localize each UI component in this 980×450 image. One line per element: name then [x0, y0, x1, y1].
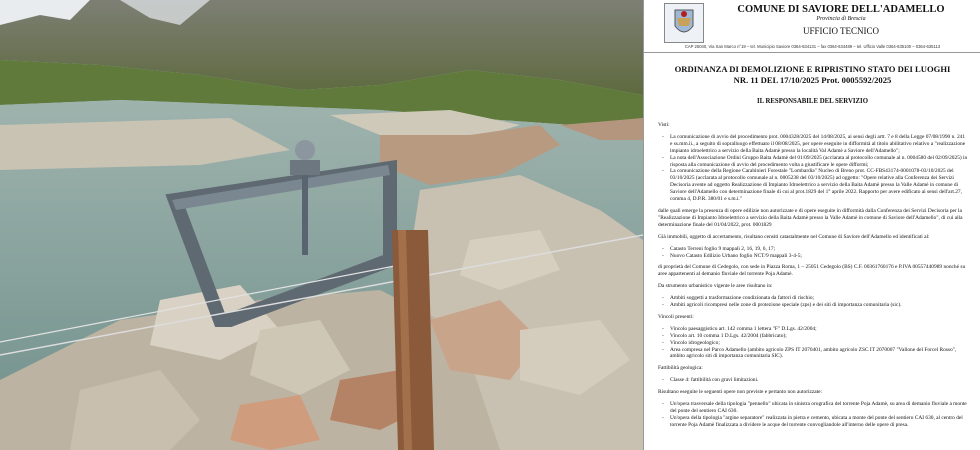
fattibilita-list [658, 377, 968, 384]
list-item: - Un'opera trasversale della tipologia "pennello" ubicata in sinistra orografica del torrente Poja Adamè, su area di demanio fluviale a monte del ponte del sentiero CAI 630. [670, 401, 968, 415]
paragraph: Già immobili, oggetto di accertamento, risultano censiti catastalmente nel Comune di Saviore dell'Adamello ed identificati al: [658, 233, 930, 240]
visti-list [658, 134, 968, 203]
list-item: - Ambiti agricoli ricompresi nelle zone di protezione speciale (zps) e dei siti di importanza comunitaria (sic). [670, 302, 968, 309]
visti-label: Visti: [658, 122, 670, 128]
fattibilita-label: Fattibilità geologica: [658, 365, 703, 372]
list-item: - Vincolo paesaggistico art. 142 comma 1 lettera "F" D.Lgs. 42/2004; [670, 326, 968, 333]
paragraph: di proprietà del Comune di Cedegolo, con sede in Piazza Roma, 1 – 25051 Cedegolo (BS) C.F. 00361760176 e P.IVA 00557440989 nonché su aree appartenenti al demanio fluviale del torrente Poja Adamè. [658, 264, 966, 278]
opere-list [658, 401, 968, 429]
ordinance-number: NR. 11 DEL 17/10/2025 Prot. 0005592/2025 [733, 75, 892, 85]
list-item: - Classe 4: fattibilità con gravi limitazioni. [670, 377, 968, 384]
paragraph: dalle quali emerge la presenza di opere edilizie non autorizzate e di opere eseguite in difformità dalla Conferenza dei Servizi Decisoria per la "Realizzazione di Impianto Idroelettrico a servizio della Baita Adamè presso la Valle Adamè in comune di Saviore dell'Adamello", di cui alla determinazione finale del 01/04/2022, prot. 0001829 [658, 207, 963, 228]
ordinance-document [643, 0, 980, 450]
list-item: - Area compresa nel Parco Adamello (ambito agricolo ZPS IT 2070401, ambito agricolo ZSC IT 2070007 "Vallone del Forcel Rosso", ambito agricolo siti di importanza comunitaria SIC). [670, 347, 968, 361]
list-item: - La comunicazione della Regione Carabinieri Forestale "Lombardia" Nucleo di Breno prot. CC-FBS43174-0001078-03/10/2025 del 03/10/2025 (acclarata al protocollo comunale al n. 0005238 del 03/10/2025) ad oggetto: "Opere relative alla Conferenza dei Servizi Decisoria avente ad oggetto Realizzazione di Impianto Idroelettrico a servizio della Baita Adamè presso la Valle Adamè in comune di Saviore dell'Adamello con determinazione finale di cui al prot.1829 del 1° aprile 2022. Rapporto per avere edificato ai sensi dell'art.27, comma 4, D.P.R. 380/01 e s.m.i." [670, 168, 968, 203]
list-item: - Catasto Terreni foglio 9 mappali 2, 16, 19, 6, 17; [670, 246, 968, 253]
catasto-list [658, 246, 968, 260]
office-name: UFFICIO TECNICO [802, 26, 880, 36]
list-item: - La nota dell'Associazione Ordini Gruppo Baita Adamè del 01/09/2025 (acclarata al protocollo comunale al n. 0004580 del 02/09/2025) in risposta alla comunicazione di avvio del procedimento volta a giustificare le opere difformi; [670, 155, 968, 169]
paragraph: Risultano eseguite le seguenti opere non previste e pertanto non autorizzate: [658, 389, 823, 396]
list-item: - Vincolo idrogeologico; [670, 340, 968, 347]
province-name: Provincia di Brescia [816, 16, 866, 22]
contact-line: CAP 25040, Via San Marco n°19 – tel. Municipio Saviore 0364-634131 – fax 0364-634489 – tel. Ufficio Valle 0364-635100 – 0364-635113 [684, 44, 941, 49]
paragraph: Da strumento urbanistico vigente le aree risultano in: [658, 283, 773, 290]
list-item: - La comunicazione di avvio del procedimento prot. 0004328/2025 del 14/08/2025, ai sensi degli artt. 7 e 8 della Legge 07/08/1990 n. 241 e ss.mm.ii., a seguito di sopralluogo effettuato il 08/08/2025, per opere eseguite in difformità al titolo abilitativo relativo a "realizzazione impianto idroelettrico a servizio della Baita Adamè presso la località Val Adamè a Saviore dell'Adamello"; [670, 134, 968, 155]
municipality-name: COMUNE DI SAVIORE DELL'ADAMELLO [737, 4, 945, 15]
list-item: - Nuovo Catasto Edilizio Urbano foglio NCT/9 mappali 3-4-5; [670, 253, 968, 260]
ordinance-title: ORDINANZA DI DEMOLIZIONE E RIPRISTINO STATO DEI LUOGHI [674, 64, 951, 74]
list-item: - Ambiti soggetti a trasformazione condizionata da fattori di rischio; [670, 295, 968, 302]
list-item: - Vincolo art. 10 comma 1 D.Lgs. 42/2004 (fabbricato); [670, 333, 968, 340]
vincoli-label: Vincoli presenti: [658, 313, 694, 320]
vincoli-list [658, 326, 968, 361]
list-item: - Un'opera della tipologia "argine separatore" realizzata in pietra e cemento, ubicata a monte del ponte del sentiero CAI 630, al centro del torrente Poja Adamè finalizzata a dividere le acque del torrente convogliandole all'interno delle opere di presa. [670, 415, 968, 429]
municipal-crest-icon [664, 3, 704, 43]
responsible-heading: IL RESPONSABILE DEL SERVIZIO [756, 98, 868, 105]
header-divider [644, 52, 980, 53]
aree-list [658, 295, 968, 309]
document-body [658, 122, 968, 434]
